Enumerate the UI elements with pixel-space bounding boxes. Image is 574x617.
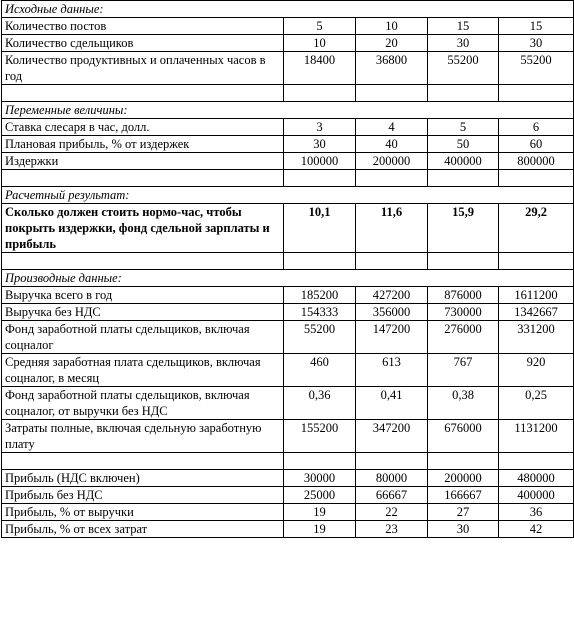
cell-value: 55200 <box>499 52 574 85</box>
cell-value: 147200 <box>356 321 428 354</box>
table-row <box>2 18 574 35</box>
row-label: Ставка слесаря в час, долл. <box>2 119 284 136</box>
cell-value: 23 <box>356 521 428 538</box>
section-header-derived <box>2 270 574 287</box>
cell-value: 400000 <box>499 487 574 504</box>
section-title: Исходные данные: <box>2 1 574 18</box>
cell-value: 876000 <box>428 287 499 304</box>
cell-value: 347200 <box>356 420 428 453</box>
cell-value: 19 <box>284 504 356 521</box>
row-label: Средняя заработная плата сдельщиков, включая соцналог, в месяц <box>2 354 284 387</box>
row-label: Прибыль без НДС <box>2 487 284 504</box>
cell-value: 1342667 <box>499 304 574 321</box>
cell-value: 800000 <box>499 153 574 170</box>
cell-value: 0,36 <box>284 387 356 420</box>
table-row <box>2 504 574 521</box>
cell-value: 185200 <box>284 287 356 304</box>
cell-value: 5 <box>428 119 499 136</box>
calculation-table <box>1 0 574 538</box>
cell-value: 19 <box>284 521 356 538</box>
table-row <box>2 470 574 487</box>
row-label: Количество продуктивных и оплаченных часов в год <box>2 52 284 85</box>
cell-value: 920 <box>499 354 574 387</box>
table-row <box>2 119 574 136</box>
cell-value: 4 <box>356 119 428 136</box>
cell-value: 36800 <box>356 52 428 85</box>
row-label: Прибыль, % от выручки <box>2 504 284 521</box>
table-row-result <box>2 204 574 253</box>
spacer-row <box>2 253 574 270</box>
cell-value: 166667 <box>428 487 499 504</box>
table-row <box>2 153 574 170</box>
section-header-result <box>2 187 574 204</box>
section-header-input-data <box>2 1 574 18</box>
cell-value: 155200 <box>284 420 356 453</box>
cell-value: 200000 <box>428 470 499 487</box>
table-row <box>2 521 574 538</box>
cell-value: 15 <box>499 18 574 35</box>
row-label: Издержки <box>2 153 284 170</box>
row-label: Прибыль (НДС включен) <box>2 470 284 487</box>
table-row <box>2 304 574 321</box>
cell-value: 18400 <box>284 52 356 85</box>
table-row <box>2 287 574 304</box>
cell-value: 80000 <box>356 470 428 487</box>
cell-value: 356000 <box>356 304 428 321</box>
cell-value: 55200 <box>284 321 356 354</box>
cell-value: 480000 <box>499 470 574 487</box>
cell-value: 5 <box>284 18 356 35</box>
spacer-row <box>2 85 574 102</box>
section-title: Производные данные: <box>2 270 574 287</box>
cell-value: 30 <box>284 136 356 153</box>
cell-value: 6 <box>499 119 574 136</box>
table-row <box>2 487 574 504</box>
cell-value: 10 <box>284 35 356 52</box>
cell-value: 0,41 <box>356 387 428 420</box>
row-label: Затраты полные, включая сдельную заработную плату <box>2 420 284 453</box>
cell-value: 10,1 <box>284 204 356 253</box>
row-label: Фонд заработной платы сдельщиков, включая соцналог <box>2 321 284 354</box>
table-row <box>2 35 574 52</box>
cell-value: 0,25 <box>499 387 574 420</box>
table-row <box>2 354 574 387</box>
row-label: Количество сдельщиков <box>2 35 284 52</box>
cell-value: 40 <box>356 136 428 153</box>
cell-value: 66667 <box>356 487 428 504</box>
cell-value: 460 <box>284 354 356 387</box>
table-row <box>2 136 574 153</box>
row-label: Сколько должен стоить нормо-час, чтобы покрыть издержки, фонд сдельной зарплаты и прибыль <box>2 204 284 253</box>
cell-value: 15,9 <box>428 204 499 253</box>
cell-value: 200000 <box>356 153 428 170</box>
cell-value: 30000 <box>284 470 356 487</box>
cell-value: 30 <box>499 35 574 52</box>
cell-value: 1131200 <box>499 420 574 453</box>
spacer-row <box>2 170 574 187</box>
cell-value: 60 <box>499 136 574 153</box>
cell-value: 154333 <box>284 304 356 321</box>
row-label: Прибыль, % от всех затрат <box>2 521 284 538</box>
cell-value: 100000 <box>284 153 356 170</box>
cell-value: 25000 <box>284 487 356 504</box>
spacer-row <box>2 453 574 470</box>
row-label: Плановая прибыль, % от издержек <box>2 136 284 153</box>
cell-value: 11,6 <box>356 204 428 253</box>
row-label: Выручка без НДС <box>2 304 284 321</box>
row-label: Фонд заработной платы сдельщиков, включая соцналог, от выручки без НДС <box>2 387 284 420</box>
cell-value: 0,38 <box>428 387 499 420</box>
row-label: Выручка всего в год <box>2 287 284 304</box>
cell-value: 3 <box>284 119 356 136</box>
cell-value: 30 <box>428 521 499 538</box>
cell-value: 331200 <box>499 321 574 354</box>
section-header-variables <box>2 102 574 119</box>
cell-value: 1611200 <box>499 287 574 304</box>
cell-value: 20 <box>356 35 428 52</box>
cell-value: 30 <box>428 35 499 52</box>
cell-value: 10 <box>356 18 428 35</box>
table-row <box>2 420 574 453</box>
section-title: Переменные величины: <box>2 102 574 119</box>
table-row <box>2 52 574 85</box>
cell-value: 730000 <box>428 304 499 321</box>
cell-value: 55200 <box>428 52 499 85</box>
cell-value: 15 <box>428 18 499 35</box>
cell-value: 767 <box>428 354 499 387</box>
cell-value: 276000 <box>428 321 499 354</box>
cell-value: 42 <box>499 521 574 538</box>
table-row <box>2 321 574 354</box>
cell-value: 400000 <box>428 153 499 170</box>
row-label: Количество постов <box>2 18 284 35</box>
cell-value: 427200 <box>356 287 428 304</box>
cell-value: 29,2 <box>499 204 574 253</box>
cell-value: 613 <box>356 354 428 387</box>
table-row <box>2 387 574 420</box>
cell-value: 50 <box>428 136 499 153</box>
cell-value: 676000 <box>428 420 499 453</box>
section-title: Расчетный результат: <box>2 187 574 204</box>
cell-value: 27 <box>428 504 499 521</box>
cell-value: 36 <box>499 504 574 521</box>
cell-value: 22 <box>356 504 428 521</box>
